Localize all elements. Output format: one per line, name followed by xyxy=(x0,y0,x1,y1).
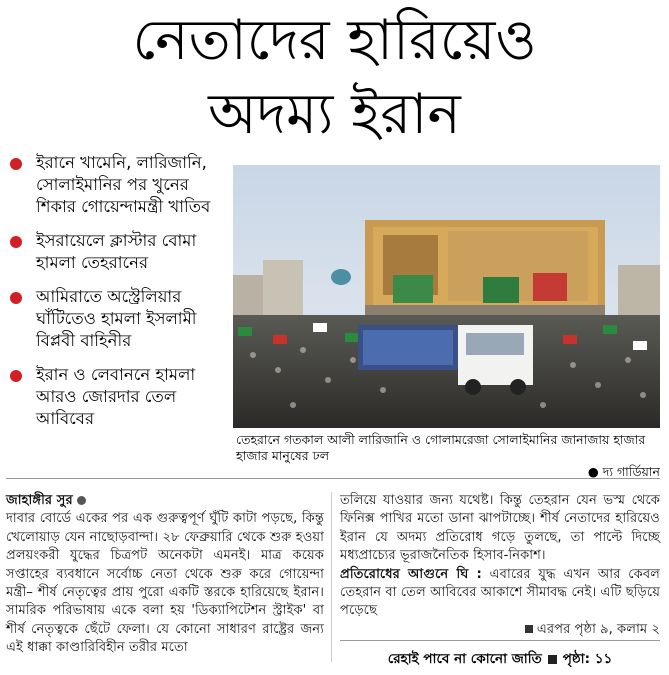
byline: জাহাঙ্গীর সুর xyxy=(6,492,324,510)
article-body-1: দাবার বোর্ডে একের পর এক গুরুত্বপূর্ণ ঘুঁটি কাটা পড়ছে, কিন্তু খেলোয়াড় যেন নাছোড়বান্দা। ২৮ ফেব্রুয়ারি থেকে শুরু হওয়া প্রলয়ংকরী যুদ্ধের চিত্রপট অনেকটা এমনই। মাত্র কয়েক সপ্তাহের ব্যবধানে সর্বোচ্চ নেতা থেকে শুরু করে গোয়েন্দা মন্ত্রী– শীর্ষ নেতৃত্বের প্রায় পুরো একটি স্তরকে হারিয়েছে ইরান। সামরিক পরিভাষায় একে বলা হয় 'ডিক্যাপিটেশন স্ট্রাইক' বা শীর্ষ নেতৃত্বকে ছেঁটে ফেলা। যে কোনো সাধারণ রাষ্ট্রের জন্য এই ধাক্কা কাণ্ডারিবিহীন তরীর মতো xyxy=(6,511,324,656)
bullet-text: ইরান ও লেবাননে হামলা আরও জোরদার তেল আবিবের xyxy=(36,365,196,428)
article-column-2 xyxy=(340,492,660,639)
red-bullet-icon xyxy=(10,236,22,248)
headline-line-2: অদম্য ইরান xyxy=(208,82,461,147)
article-body-3: প্রতিরোধের আগুনে ঘি : এবারের যুদ্ধ এখন আর কেবল তেহরান বা তেল আবিবের আকাশে সীমাবদ্ধ নেই। এটি ছড়িয়ে পড়েছে xyxy=(340,566,660,619)
bullet-item xyxy=(6,230,228,274)
bullet-item xyxy=(6,286,228,352)
credit-text: দ্য গার্ডিয়ান xyxy=(602,464,660,479)
byline-dot-icon xyxy=(77,496,86,505)
footer-teaser xyxy=(340,648,660,671)
photo-caption xyxy=(236,432,660,480)
bullet-text: ইসরায়েলে ক্লাস্টার বোমা হামলা তেহরানের xyxy=(36,231,197,272)
red-bullet-icon xyxy=(10,158,22,170)
footer-divider xyxy=(340,640,660,641)
bullet-item xyxy=(6,152,228,218)
article-body-2: তলিয়ে যাওয়ার জন্য যথেষ্ট। কিন্তু তেহরান যেন ভস্ম থেকে ফিনিক্স পাখির মতো ডানা ঝাপটাচ্ছে। শীর্ষ নেতাদের হারিয়েও ইরান যে অদম্য প্রতিরোধ গড়ে তুলছে, তা পাল্টে দিচ্ছে মধ্যপ্রাচ্যের ভূরাজনৈতিক হিসাব-নিকাশ। xyxy=(340,493,660,564)
news-photo xyxy=(233,165,660,428)
caption-text: তেহরানে গতকাল আলী লারিজানি ও গোলামরেজা সোলাইমানির জানাজায় হাজার হাজার মানুষের ঢল xyxy=(236,432,646,463)
square-bullet-icon xyxy=(525,625,533,633)
page-ref: পৃষ্ঠা: ১১ xyxy=(562,651,613,667)
square-separator-icon xyxy=(548,655,557,664)
column-divider xyxy=(331,492,332,662)
bullet-text: আমিরাতে অস্ট্রেলিয়ার ঘাঁটিতেও হামলা ইসলামী বিপ্লবী বাহিনীর xyxy=(36,287,197,350)
red-bullet-icon xyxy=(10,370,22,382)
photo-credit: ● দ্য গার্ডিয়ান xyxy=(587,464,660,479)
bullet-item xyxy=(6,364,228,430)
red-bullet-icon xyxy=(10,292,22,304)
section-divider xyxy=(6,478,660,479)
bullet-text: ইরানে খামেনি, লারিজানি, সোলাইমানির পর খুনের শিকার গোয়েন্দামন্ত্রী খাতিব xyxy=(36,153,211,216)
subhead: প্রতিরোধের আগুনে ঘি : xyxy=(340,566,482,582)
continuation-note: এরপর পৃষ্ঠা ৯, কলাম ২ xyxy=(340,621,660,639)
article-column-1 xyxy=(6,492,324,658)
headline-line-1: নেতাদের হারিয়েও xyxy=(132,8,537,73)
teaser-text: রেহাই পাবে না কোনো জাতি xyxy=(387,651,542,667)
bullet-list xyxy=(6,152,228,442)
